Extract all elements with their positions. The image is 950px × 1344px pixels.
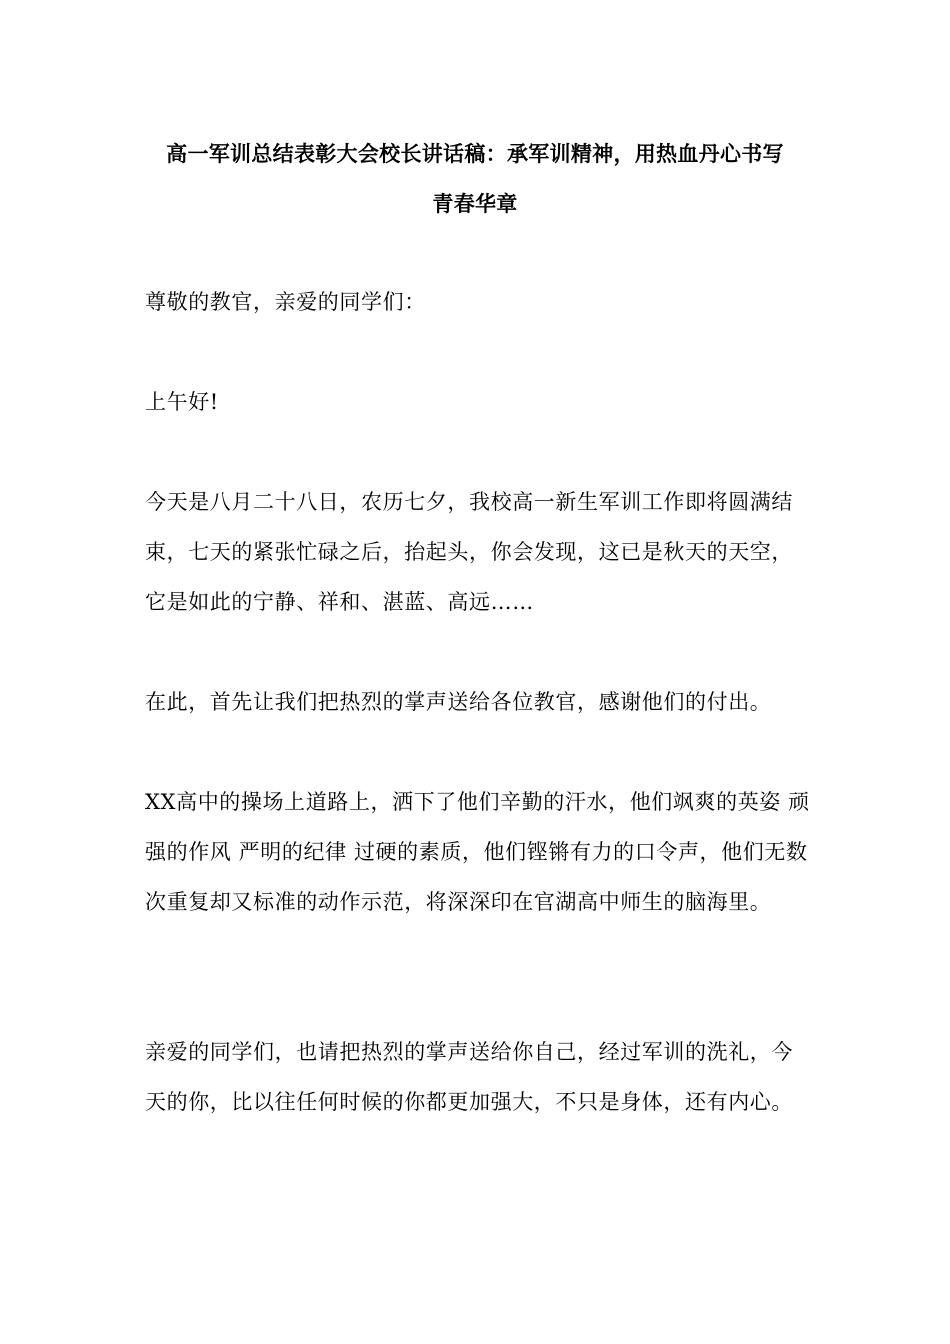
instructors-paragraph: XX高中的操场上道路上，洒下了他们辛勤的汗水，他们飒爽的英姿 顽强的作风 严明的纪律 过硬的素质，他们铿锵有力的口令声，他们无数次重复却又标准的动作示范，将深深印在官湖高中师生的脑海里。 xyxy=(145,790,810,914)
salutation-paragraph: 尊敬的教官，亲爱的同学们： xyxy=(145,290,426,314)
thanks-paragraph: 在此，首先让我们把热烈的掌声送给各位教官，感谢他们的付出。 xyxy=(145,690,772,714)
intro-paragraph: 今天是八月二十八日，农历七夕，我校高一新生军训工作即将圆满结束，七天的紧张忙碌之后，抬起头，你会发现，这已是秋天的天空，它是如此的宁静、祥和、湛蓝、高远…… xyxy=(145,490,793,614)
greeting-paragraph: 上午好! xyxy=(145,390,219,414)
title-line-2: 青春华章 xyxy=(432,191,518,216)
title-line-1: 高一军训总结表彰大会校长讲话稿：承军训精神，用热血丹心书写 xyxy=(166,141,784,166)
document-title xyxy=(120,129,830,229)
students-paragraph: 亲爱的同学们，也请把热烈的掌声送给你自己，经过军训的洗礼，今天的你，比以往任何时候的你都更加强大，不只是身体，还有内心。 xyxy=(145,1040,793,1114)
